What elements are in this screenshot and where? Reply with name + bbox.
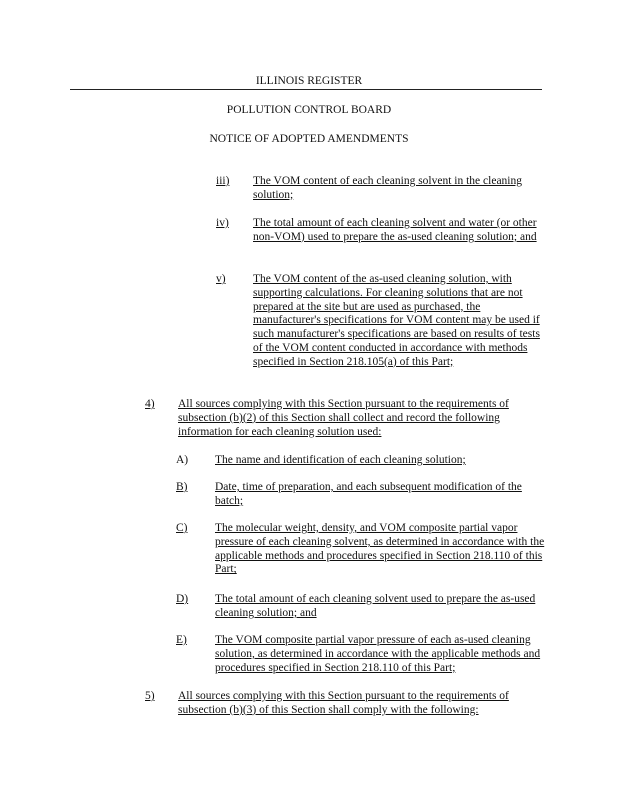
item-text: The VOM content of each cleaning solvent in the cleaning solution; — [253, 175, 522, 201]
header-rule — [70, 89, 542, 90]
board-title: POLLUTION CONTROL BOARD — [226, 104, 392, 116]
item-text: All sources complying with this Section pursuant to the requirements of subsection (b)(2) of this Section shall collect and record the following information for each cleaning solution used: — [178, 398, 509, 438]
item-marker: A) — [176, 454, 189, 466]
item-text: The VOM composite partial vapor pressure of each as-used cleaning solution, as determined in accordance with the applicable methods and procedures specified in Section 218.110 of this Part; — [215, 634, 541, 674]
item-marker: E) — [176, 634, 187, 646]
item-text: The name and identification of each cleaning solution; — [215, 454, 466, 466]
item-marker: iii) — [216, 175, 230, 187]
item-text: The total amount of each cleaning solvent and water (or other non-VOM) used to prepare the as-used cleaning solution; and — [253, 217, 537, 243]
item-marker: iv) — [216, 217, 229, 229]
notice-title: NOTICE OF ADOPTED AMENDMENTS — [209, 133, 409, 145]
item-text: Date, time of preparation, and each subsequent modification of the batch; — [215, 481, 522, 507]
item-text: The molecular weight, density, and VOM composite partial vapor pressure of each cleaning solvent, as determined in accordance with the applicable methods and procedures specified in Section 218.110 of this Part; — [215, 522, 545, 576]
item-marker: 4) — [145, 398, 155, 410]
item-text: The total amount of each cleaning solvent used to prepare the as-used cleaning solution; and — [215, 593, 536, 619]
item-marker: C) — [176, 522, 188, 534]
item-marker: 5) — [145, 690, 155, 702]
item-marker: B) — [176, 481, 188, 493]
item-marker: D) — [176, 593, 189, 605]
register-title: ILLINOIS REGISTER — [255, 75, 363, 87]
item-marker: v) — [216, 273, 226, 285]
item-text: All sources complying with this Section pursuant to the requirements of subsection (b)(3) of this Section shall comply with the following: — [178, 690, 509, 716]
item-text: The VOM content of the as-used cleaning solution, with supporting calculations. For cleaning solutions that are not prepared at the site but are used as purchased, the manufacturer's specifications for VOM content may be used if such manufacturer's specifications are based on results of tests of the VOM content conducted in accordance with methods specified in Section 218.105(a) of this Part; — [253, 273, 540, 368]
